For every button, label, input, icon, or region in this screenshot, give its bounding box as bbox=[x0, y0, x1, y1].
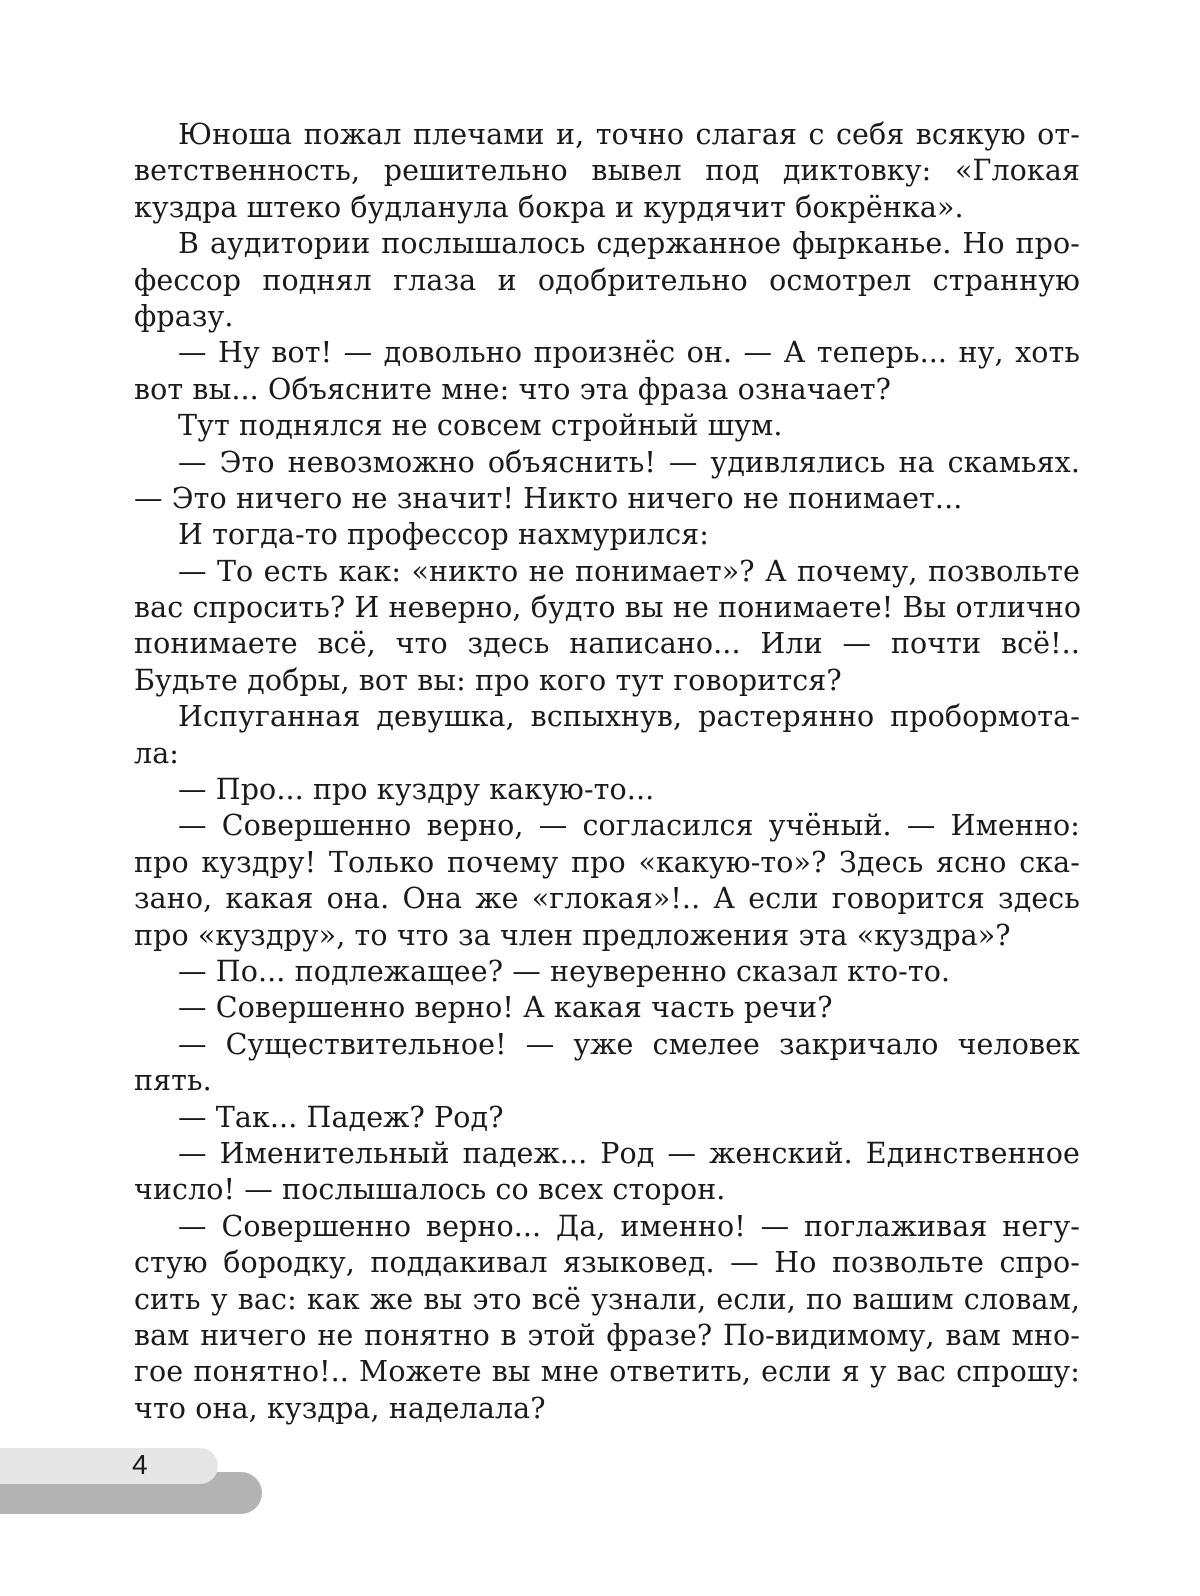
text-line: — Это ничего не значит! Никто ничего не понимает... bbox=[134, 481, 963, 515]
text-line: куздра штеко будланула бокра и курдячит бокрёнка». bbox=[134, 190, 964, 224]
text-line: ветственность, решительно вывел под диктовку: «Глокая bbox=[134, 154, 1080, 188]
text-line: ла: bbox=[134, 736, 179, 770]
text-line: пять. bbox=[134, 1064, 212, 1098]
text-line: — Про... про куздру какую-то... bbox=[178, 773, 655, 807]
text-line: Юноша пожал плечами и, точно слагая с себя всякую от- bbox=[178, 118, 1080, 151]
text-line: что она, куздра, наделала? bbox=[134, 1391, 546, 1425]
text-line: зано, какая она. Она же «глокая»!.. А если говорится здесь bbox=[134, 882, 1080, 916]
text-line: Испуганная девушка, вспыхнув, растерянно пробормота- bbox=[178, 700, 1080, 734]
text-line: — То есть как: «никто не понимает»? А почему, позвольте bbox=[178, 554, 1080, 588]
text-line: В аудитории послышалось сдержанное фырканье. Но про- bbox=[178, 227, 1080, 261]
text-line: — Именительный падеж... Род — женский. Единственное bbox=[178, 1136, 1080, 1170]
text-line: фессор поднял глаза и одобрительно осмотрел странную bbox=[134, 263, 1080, 297]
page-number: 4 bbox=[132, 1449, 148, 1480]
text-line: про «куздру», то что за член предложения эта «куздра»? bbox=[134, 918, 1011, 952]
text-line: гое понятно!.. Можете вы мне ответить, если я у вас спрошу: bbox=[134, 1355, 1080, 1389]
text-line: Будьте добры, вот вы: про кого тут говорится? bbox=[134, 663, 842, 697]
text-line: Тут поднялся не совсем стройный шум. bbox=[178, 409, 783, 443]
text-line: вот вы... Объясните мне: что эта фраза означает? bbox=[134, 372, 891, 406]
text-line: И тогда-то профессор нахмурился: bbox=[178, 518, 709, 552]
text-line: сить у вас: как же вы это всё узнали, если, по вашим словам, bbox=[134, 1282, 1080, 1316]
text-line: стую бородку, поддакивал языковед. — Но позвольте спро- bbox=[134, 1246, 1080, 1280]
text-line: про куздру! Только почему про «какую-то»? Здесь ясно ска- bbox=[134, 845, 1080, 879]
text-line: число! — послышалось со всех сторон. bbox=[134, 1173, 726, 1207]
text-line: — Существительное! — уже смелее закричало человек bbox=[178, 1027, 1080, 1061]
text-line: — По... подлежащее? — неуверенно сказал кто-то. bbox=[178, 954, 951, 988]
text-line: фразу. bbox=[134, 299, 234, 333]
text-line: вам ничего не понятно в этой фразе? По-видимому, вам мно- bbox=[134, 1318, 1080, 1352]
page-number-tab bbox=[0, 1448, 218, 1484]
text-line: — Совершенно верно, — согласился учёный. — Именно: bbox=[178, 809, 1080, 843]
text-line: — Совершенно верно! А какая часть речи? bbox=[178, 991, 833, 1025]
text-line: понимаете всё, что здесь написано... Или — почти всё!.. bbox=[134, 627, 1080, 661]
body-text bbox=[134, 117, 1080, 1427]
text-line: — Ну вот! — довольно произнёс он. — А теперь... ну, хоть bbox=[178, 336, 1080, 370]
text-line: вас спросить? И неверно, будто вы не понимаете! Вы отлично bbox=[134, 591, 1082, 625]
text-line: — Так... Падеж? Род? bbox=[178, 1100, 504, 1134]
text-line: — Это невозможно объяснить! — удивлялись на скамьях. bbox=[178, 445, 1080, 479]
text-line: — Совершенно верно... Да, именно! — поглаживая негу- bbox=[178, 1209, 1080, 1243]
